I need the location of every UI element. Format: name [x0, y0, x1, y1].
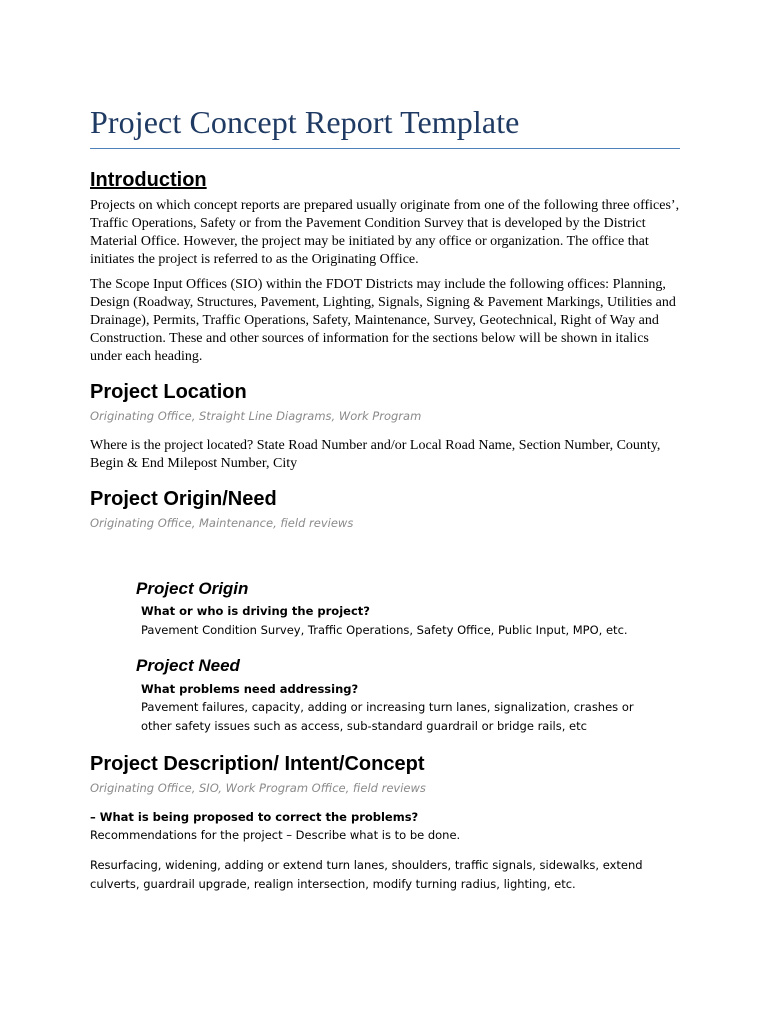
project-need-answer: Pavement failures, capacity, adding or increasing turn lanes, signalization, crashes or other safety issues such as access, sub-standard guardrail or bridge rails, etc: [141, 700, 634, 733]
project-origin-answer: Pavement Condition Survey, Traffic Operations, Safety Office, Public Input, MPO, etc.: [141, 623, 628, 637]
project-location-sources: Originating Office, Straight Line Diagrams, Work Program: [90, 409, 422, 423]
title-divider: [90, 148, 680, 149]
introduction-paragraph-1: Projects on which concept reports are prepared usually originate from one of the following three offices’, Traffic Operations, Safety or from the Pavement Condition Survey that is developed by the District Material Office. However, the project may be initiated by any office or organization. The office that initiates the project is referred to as the Originating Office.: [90, 198, 680, 267]
introduction-heading: Introduction: [90, 169, 207, 191]
project-need-question: What problems need addressing?: [141, 682, 359, 696]
project-description-heading: Project Description/ Intent/Concept: [90, 753, 425, 775]
project-origin-need-sources: Originating Office, Maintenance, field reviews: [90, 516, 354, 530]
project-origin-question: What or who is driving the project?: [141, 604, 370, 618]
project-need-heading: Project Need: [136, 656, 240, 675]
document-title: Project Concept Report Template: [90, 104, 520, 140]
project-description-sources: Originating Office, SIO, Work Program Office, field reviews: [90, 781, 426, 795]
project-location-paragraph: Where is the project located? State Road Number and/or Local Road Name, Section Number, County, Begin & End Milepost Number, City: [90, 438, 661, 471]
project-location-heading: Project Location: [90, 381, 247, 403]
project-description-question: – What is being proposed to correct the problems?: [90, 810, 419, 824]
project-description-examples: Resurfacing, widening, adding or extend turn lanes, shoulders, traffic signals, sidewalks, extend culverts, guardrail upgrade, realign intersection, modify turning radius, lighting, etc.: [90, 858, 643, 891]
introduction-paragraph-2: The Scope Input Offices (SIO) within the FDOT Districts may include the following offices: Planning, Design (Roadway, Structures, Pavement, Lighting, Signals, Signing & Pavement Markings, Utilities and Drainage), Permits, Traffic Operations, Safety, Maintenance, Survey, Geotechnical, Right of Way and Construction. These and other sources of information for the sections below will be shown in italics under each heading.: [90, 277, 676, 364]
project-origin-heading: Project Origin: [136, 579, 249, 598]
project-description-recommendation: Recommendations for the project – Describe what is to be done.: [90, 828, 461, 842]
project-origin-need-heading: Project Origin/Need: [90, 488, 277, 510]
